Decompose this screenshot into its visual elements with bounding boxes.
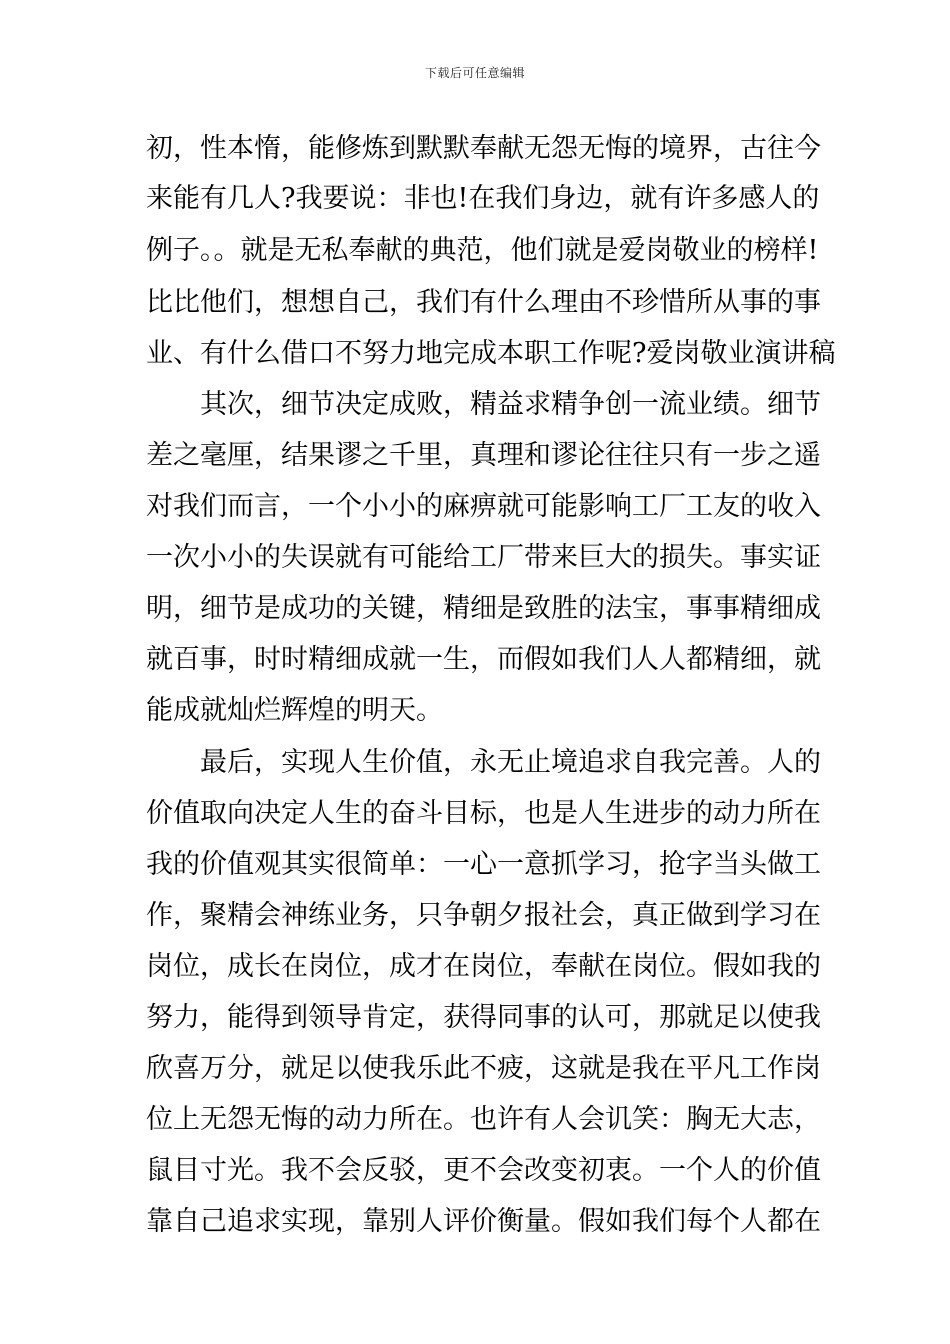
- text-line: 一次小小的失误就有可能给工厂带来巨大的损失。事实证: [146, 542, 821, 573]
- text-line: 初，性本惰，能修炼到默默奉献无怨无悔的境界，古往今: [146, 133, 821, 164]
- text-line: 例子。。就是无私奉献的典范，他们就是爱岗敬业的榜样!: [146, 235, 819, 266]
- text-line: 能成就灿烂辉煌的明天。: [146, 695, 443, 726]
- paragraph-first-line: 其次，细节决定成败，精益求精争创一流业绩。细节: [200, 389, 821, 420]
- text-line: 努力，能得到领导肯定，获得同事的认可，那就足以使我: [146, 1002, 821, 1033]
- text-line: 靠自己追求实现，靠别人评价衡量。假如我们每个人都在: [146, 1206, 821, 1237]
- text-line: 位上无怨无悔的动力所在。也许有人会讥笑：胸无大志，: [146, 1104, 821, 1135]
- text-line: 业、有什么借口不努力地完成本职工作呢?爱岗敬业演讲稿: [146, 338, 836, 369]
- text-line: 明，细节是成功的关键，精细是致胜的法宝，事事精细成: [146, 593, 821, 624]
- paragraph-first-line: 最后，实现人生价值，永无止境追求自我完善。人的: [200, 747, 821, 778]
- text-line: 比比他们，想想自己，我们有什么理由不珍惜所从事的事: [146, 287, 821, 318]
- text-line: 就百事，时时精细成就一生，而假如我们人人都精细，就: [146, 644, 821, 675]
- text-line: 差之毫厘，结果谬之千里，真理和谬论往往只有一步之遥: [146, 440, 821, 471]
- text-line: 来能有几人?我要说：非也!在我们身边，就有许多感人的: [146, 183, 820, 214]
- text-line: 鼠目寸光。我不会反驳，更不会改变初衷。一个人的价值: [146, 1155, 821, 1186]
- text-line: 岗位，成长在岗位，成才在岗位，奉献在岗位。假如我的: [146, 951, 821, 982]
- page-header: 下载后可任意编辑: [424, 66, 525, 80]
- text-line: 作，聚精会神练业务，只争朝夕报社会，真正做到学习在: [146, 900, 821, 931]
- text-line: 价值取向决定人生的奋斗目标，也是人生进步的动力所在: [146, 798, 821, 829]
- text-line: 对我们而言，一个小小的麻痹就可能影响工厂工友的收入: [146, 491, 821, 522]
- text-line: 欣喜万分，就足以使我乐此不疲，这就是我在平凡工作岗: [146, 1053, 821, 1084]
- text-line: 我的价值观其实很简单：一心一意抓学习，抢字当头做工: [146, 849, 821, 880]
